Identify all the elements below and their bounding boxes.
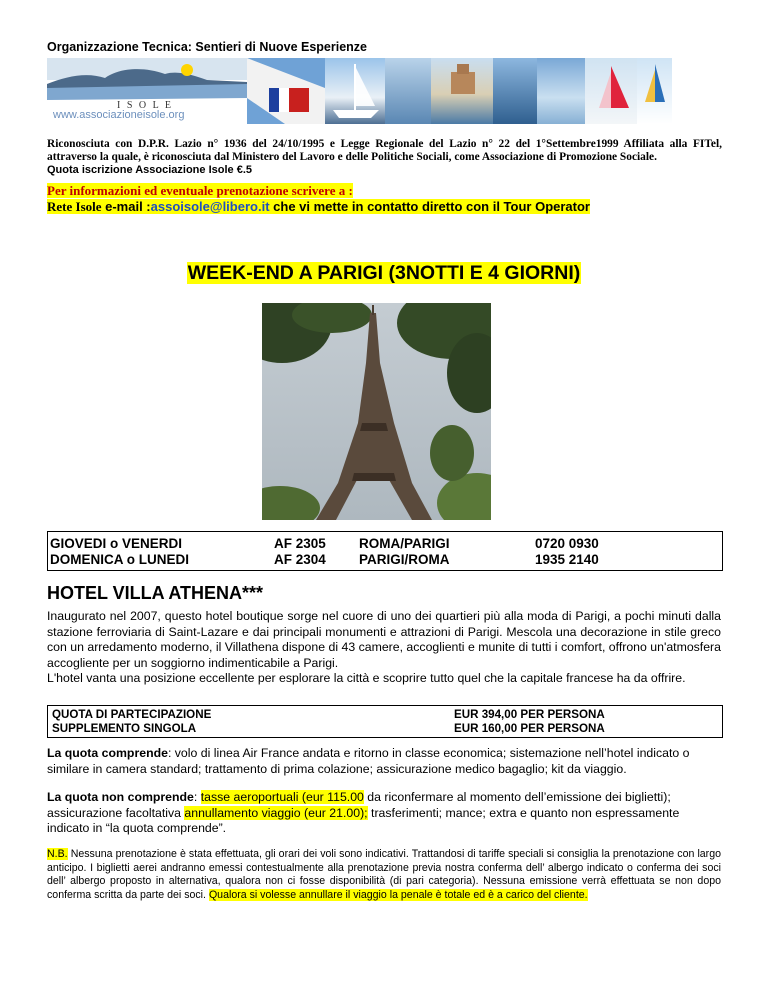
non-comprende-label: La quota non comprende [47, 790, 194, 804]
page-title: WEEK-END A PARIGI (3NOTTI E 4 GIORNI) [187, 262, 581, 284]
nb-label: N.B. [47, 848, 68, 860]
sailboat-photo [637, 58, 672, 124]
harbor-photo [537, 58, 585, 124]
quota-comprende [47, 746, 721, 777]
contact-info [47, 183, 737, 215]
quota-non-comprende: La quota non comprende: tasse aeroportuali (eur 115.00 da riconfermare al momento dell’emissione dei biglietti); assicurazione facoltativa annullamento viaggio (eur 21.00); trasferimenti; mance; extra e quanto non espressamente indicato in “la quota comprende”. [47, 790, 680, 835]
sail-photo [585, 58, 637, 124]
sea-photo [385, 58, 431, 124]
flight-days: GIOVEDI o VENERDI DOMENICA o LUNEDI [50, 536, 189, 567]
price-labels: QUOTA DI PARTECIPAZIONE SUPPLEMENTO SINGOLA [52, 708, 212, 735]
flights-table [47, 531, 723, 571]
header-banner [47, 58, 720, 124]
isole-logo [47, 58, 325, 124]
price-values: EUR 394,00 PER PERSONA EUR 160,00 PER PERSONA [454, 708, 605, 735]
email-label: e-mail : [101, 199, 151, 214]
contact-suffix: che vi mette in contatto diretto con il Tour Operator [269, 199, 590, 214]
email-link[interactable]: assoisole@libero.it [150, 199, 270, 214]
comprende-label: La quota comprende [47, 746, 168, 760]
hotel-name: HOTEL VILLA ATHENA*** [47, 583, 264, 603]
organizer-line: Organizzazione Tecnica: Sentieri di Nuove Esperienze [47, 40, 367, 54]
recognition-line: Riconosciuta con D.P.R. Lazio n° 1936 del 24/10/1995 e Legge Regionale del Lazio n° 22 del 1°Settembre1999 Affiliata alla FITel, attraverso la quale, è riconosciuta dal Ministero del Lavoro e delle Politiche Sociali, come Associazione di Promozione Sociale. [47, 138, 722, 163]
fort-photo [431, 58, 493, 124]
nb-note [47, 848, 721, 902]
comprende-text: : volo di linea Air France andata e ritorno in classe economica; sistemazione nell’hotel indicato o similare in camera standard; trattamento di prima colazione; assicurazione medico bagaglio; kit da viaggio. [47, 746, 690, 776]
price-table [47, 705, 723, 738]
hotel-description [47, 609, 721, 687]
hotel-paragraph: Inaugurato nel 2007, questo hotel boutique sorge nel cuore di uno dei quartieri più alla moda di Parigi, a pochi minuti dalla stazione ferroviaria di Saint-Lazare e dai principali monumenti e attrazioni di Parigi. Mescola una decorazione in stile greco con un arredamento moderno, il Villathena dispone di 43 camere, accoglienti e munite di tutti i comfort, offrono un'atmosfera accogliente per un soggiorno indimenticabile a Parigi. [47, 609, 721, 670]
nb-text: Nessuna prenotazione è stata effettuata, gli orari dei voli sono indicativi. Trattandosi di tariffe speciali si consiglia la prenotazione con largo anticipo. I biglietti aerei andranno emessi contestualmente alla prenotazione previa nostra conferma dell’ albergo indicato o conferma dei soci dell’ albergo proposto in alternativa, qualora non ci fosse disponibilità (di pari categoria). Nessuna emissione verrà effettuata se non dopo conferma scritta da parte dei soci. [47, 848, 721, 901]
contact-intro: Per informazioni ed eventuale prenotazione scrivere a : [47, 183, 353, 198]
flight-routes: ROMA/PARIGI PARIGI/ROMA [359, 536, 450, 567]
membership-fee: Quota iscrizione Associazione Isole €.5 [47, 164, 252, 176]
logo-text: I S O L E [117, 100, 173, 111]
hotel-paragraph: L'hotel vanta una posizione eccellente per esplorare la città e scoprire tutto quel che la capitale francese ha da offrire. [47, 671, 686, 685]
flight-codes: AF 2305 AF 2304 [274, 536, 326, 567]
cancellation-penalty: Qualora si volesse annullare il viaggio la penale è totale ed è a carico del cliente. [208, 888, 588, 901]
recognition-text [47, 138, 722, 177]
cancellation-highlight: annullamento viaggio (eur 21.00); [184, 805, 368, 820]
coast-photo [493, 58, 537, 124]
airport-tax-highlight: tasse aeroportuali (eur 115.00 [200, 790, 364, 804]
logo-url: www.associazioneisole.org [53, 109, 185, 121]
contact-prefix: Rete Isole [47, 199, 102, 214]
flight-times: 0720 0930 1935 2140 [535, 536, 599, 567]
eiffel-tower-photo [262, 303, 491, 520]
boat-photo [325, 58, 385, 124]
